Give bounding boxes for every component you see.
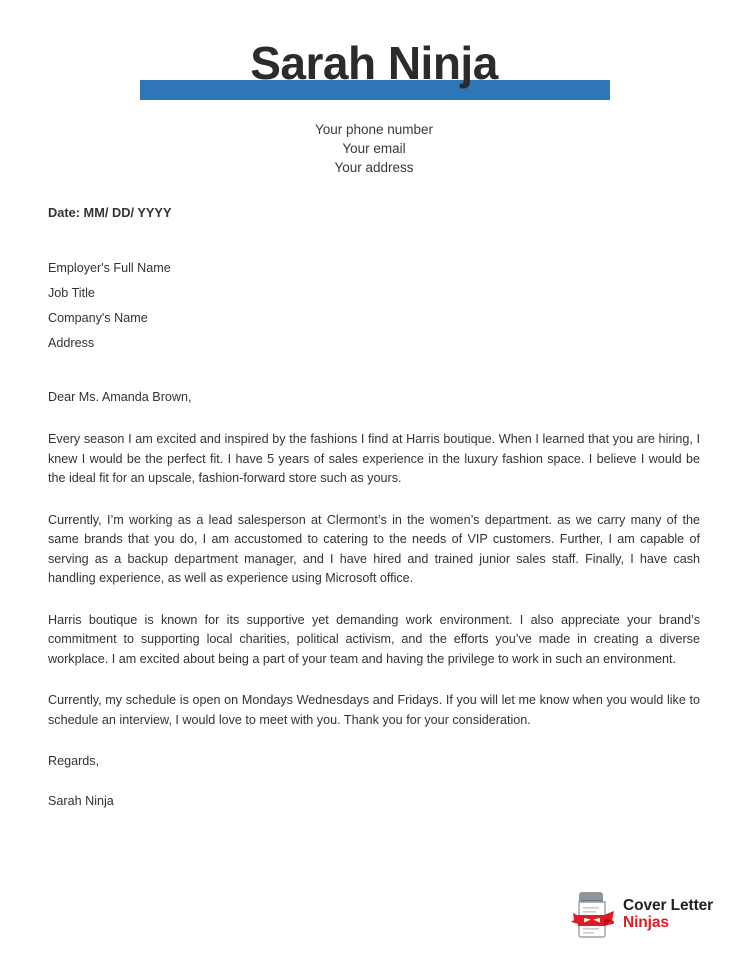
brand-name-primary: Cover Letter bbox=[623, 896, 714, 914]
brand-name-secondary: Ninjas bbox=[623, 914, 669, 931]
recipient-job-title: Job Title bbox=[48, 286, 95, 300]
body-paragraph-3: Harris boutique is known for its supportive yet demanding work environment. I also appreciate your brand’s commitment to supporting local charities, political activism, and the efforts you’ve made in creating a diverse workplace. I am excited about being a part of your team and having the privilege to work in such an environment. bbox=[48, 612, 700, 666]
letter-header bbox=[0, 0, 748, 112]
contact-block bbox=[0, 121, 748, 177]
recipient-address: Address bbox=[48, 336, 95, 350]
page-title: Sarah Ninja bbox=[250, 37, 498, 89]
recipient-name: Employer's Full Name bbox=[48, 261, 171, 275]
body-paragraph-1: Every season I am excited and inspired by the fashions I find at Harris boutique. When I learned that you are hiring, I knew I would be the perfect fit. I have 5 years of sales experience in the luxury fashion space. I believe I would be the ideal fit for an upscale, fashion-forward store such as yours. bbox=[48, 432, 700, 485]
contact-email: Your email bbox=[342, 140, 406, 156]
closing-line: Regards, bbox=[48, 754, 100, 768]
ninja-document-icon bbox=[570, 889, 614, 939]
signature-name: Sarah Ninja bbox=[48, 794, 114, 808]
recipient-company: Company's Name bbox=[48, 311, 148, 325]
brand-logo-text bbox=[623, 897, 713, 932]
contact-address: Your address bbox=[334, 159, 414, 175]
salutation: Dear Ms. Amanda Brown, bbox=[48, 390, 192, 404]
recipient-block bbox=[48, 256, 700, 356]
body-paragraph-2: Currently, I’m working as a lead salesperson at Clermont’s in the women’s department. as we carry many of the same brands that you do, I am accustomed to catering to the needs of VIP customers. Further, I am capable of serving as a backup department manager, and I have hired and trained junior sales staff. Finally, I have cash handling experience, as well as experience using Microsoft office. bbox=[48, 512, 700, 585]
letter-body bbox=[48, 204, 700, 810]
brand-logo bbox=[570, 888, 720, 940]
date-line: Date: MM/ DD/ YYYY bbox=[48, 205, 172, 220]
contact-phone: Your phone number bbox=[314, 122, 434, 137]
body-paragraph-4: Currently, my schedule is open on Mondays Wednesdays and Fridays. If you will let me know when you would like to schedule an interview, I would love to meet with you. Thank you for your consideration. bbox=[48, 693, 700, 727]
